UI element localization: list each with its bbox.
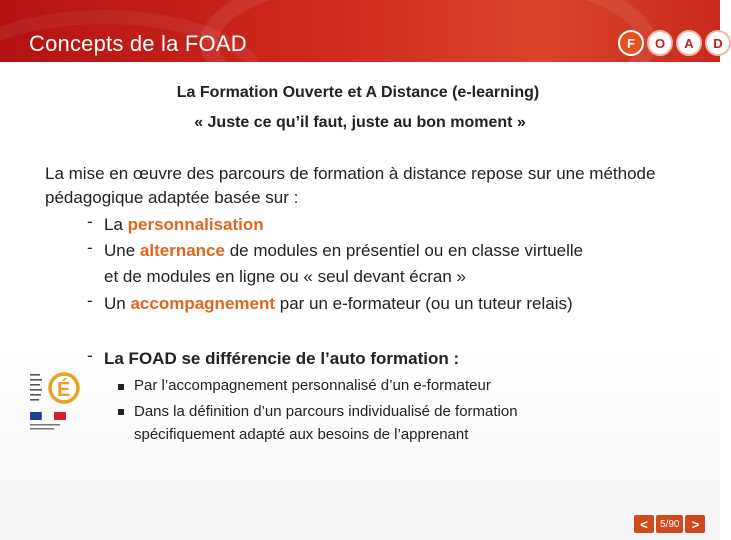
slide-title: Concepts de la FOAD [29,31,247,56]
ministry-logo [28,368,88,440]
list-item-alternance [104,238,704,264]
intro-paragraph: La mise en œuvre des parcours de formation à distance repose sur une méthode pédagogique adaptée basée sur : [45,164,656,207]
list-dash: - [87,212,93,231]
sublist-item-1: Par l’accompagnement personnalisé d’un e-formateur [134,377,491,394]
list-dash: - [87,291,93,310]
list-item-alternance-continued: et de modules en ligne ou « seul devant écran » [104,267,466,286]
slide-header [0,0,723,62]
list-item-text: Un [104,294,131,313]
next-slide-button[interactable]: > [685,515,705,533]
list-item-text: de modules en présentiel ou en classe virtuelle [224,241,584,260]
list-item-difference: La FOAD se différencie de l’auto formation : [104,349,460,368]
svg-text:É: É [57,379,71,401]
list-item-text: La [104,215,128,234]
slide-navigation [634,515,705,533]
logo-letter-f: F [618,30,644,56]
logo-letter-d: D [705,30,731,56]
sublist-item-2-continued: spécifiquement adapté aux besoins de l’apprenant [134,426,469,443]
list-item-text: par un e-formateur (ou un tuteur relais) [275,294,573,313]
slide-content [0,62,720,540]
logo-letter-a: A [676,30,702,56]
list-item-text: Une [104,241,140,260]
prev-slide-button[interactable]: < [634,515,654,533]
highlight-text: accompagnement [130,294,276,313]
highlight-text: personnalisation [127,215,264,234]
sublist-item-2: Dans la définition d’un parcours individualisé de formation [134,403,518,420]
square-bullet-icon [118,409,124,415]
square-bullet-icon [118,384,124,390]
list-item-accompagnement [104,291,573,317]
list-dash: - [87,238,93,257]
logo-letter-o: O [647,30,673,56]
subtitle-line-1: La Formation Ouverte et A Distance (e-learning) [176,84,540,101]
subtitle-line-2: « Juste ce qu’il faut, juste au bon moment » [194,114,526,131]
foad-logo [618,30,731,56]
page-indicator: 5/90 [656,515,683,533]
highlight-text: alternance [139,241,225,260]
list-item-personnalisation [104,212,264,238]
list-dash: - [87,346,93,365]
